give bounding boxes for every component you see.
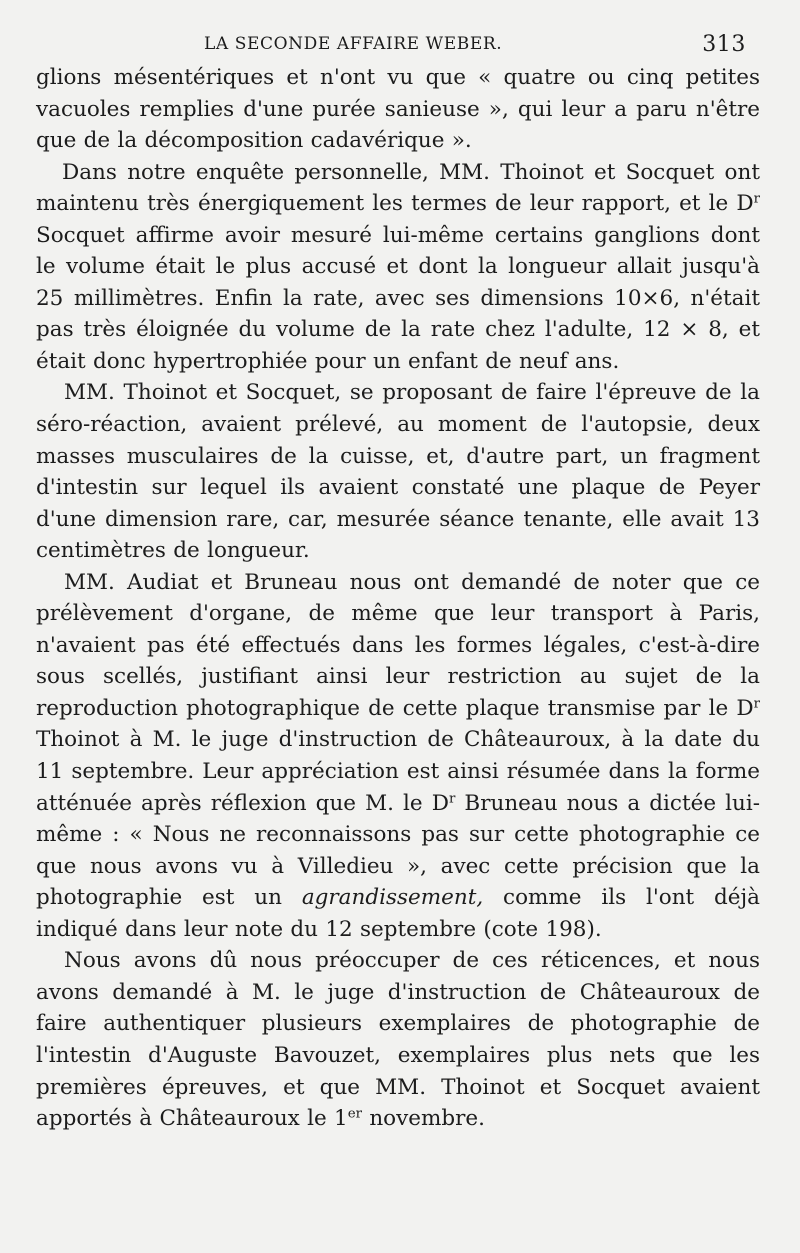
body-text xyxy=(36,62,760,1135)
superscript: r xyxy=(448,791,456,807)
superscript: r xyxy=(753,191,760,207)
superscript: r xyxy=(753,696,760,712)
paragraph-sero-reaction xyxy=(36,377,760,566)
paragraph-continued xyxy=(36,62,760,157)
text-run: Socquet affirme avoir mesuré lui-même certains ganglions dont le volume était le plus accusé et dont la longueur allait jusqu'à 25 millimètres. Enfin la rate, avec ses dimensions 10×6, n'était pas très éloignée du volume de la rate chez l'adulte, 12 × 8, et était donc hypertrophiée pour un enfant de neuf ans. xyxy=(36,222,760,374)
text-run: Nous avons dû nous préoccuper de ces réticences, et nous avons demandé à M. le juge d'instruction de Châteauroux de faire authentiquer plusieurs exemplaires de photographie de l'intestin d'Auguste Bavouzet, exemplaires plus nets que les premières épreuves, et que MM. Thoinot et Socquet avaient apportés à Châteauroux le 1 xyxy=(36,948,760,1132)
paragraph-photographs xyxy=(36,945,760,1134)
text-run: Bruneau nous a dictée lui-même : « Nous ne reconnaissons pas sur cette photographie ce que nous avons vu à Villedieu », avec cette précision que la photographie est un xyxy=(36,790,760,911)
text-run: Thoinot à M. le juge d'instruction de Châteauroux, à la date du 11 septembre. Leur appréciation est ainsi résumée dans la forme atténuée après réflexion que M. le D xyxy=(36,727,760,816)
running-title: LA SECONDE AFFAIRE WEBER. xyxy=(204,34,503,54)
text-run: comme ils l'ont déjà indiqué dans leur note du 12 septembre (cote 198). xyxy=(36,885,760,942)
italic-run: agrandissement, xyxy=(301,885,484,911)
text-run: glions mésentériques et n'ont vu que « quatre ou cinq petites vacuoles remplies d'une purée sanieuse », qui leur a paru n'être que de la décomposition cadavérique ». xyxy=(36,65,760,154)
paragraph-audiat-bruneau xyxy=(36,567,760,946)
text-run: Dans notre enquête personnelle, MM. Thoinot et Socquet ont maintenu très énergiquement les termes de leur rapport, et le D xyxy=(36,159,760,217)
text-run: MM. Thoinot et Socquet, se proposant de faire l'épreuve de la séro-réaction, avaient prélevé, au moment de l'autopsie, deux masses musculaires de la cuisse, et, d'autre part, un fragment d'intestin sur lequel ils avaient constaté une plaque de Peyer d'une dimension rare, car, mesurée séance tenante, elle avait 13 centimètres de longueur. xyxy=(36,380,760,564)
text-run: MM. Audiat et Bruneau nous ont demandé de noter que ce prélèvement d'organe, de même que leur transport à Paris, n'avaient pas été effectués dans les formes légales, c'est-à-dire sous scellés, justifiant ainsi leur restriction au sujet de la reproduction photographique de cette plaque transmise par le D xyxy=(36,569,760,721)
page-number: 313 xyxy=(702,32,746,57)
paragraph-inquiry xyxy=(36,157,760,378)
running-head xyxy=(36,32,760,62)
superscript: er xyxy=(347,1106,362,1122)
text-run: novembre. xyxy=(362,1106,485,1132)
